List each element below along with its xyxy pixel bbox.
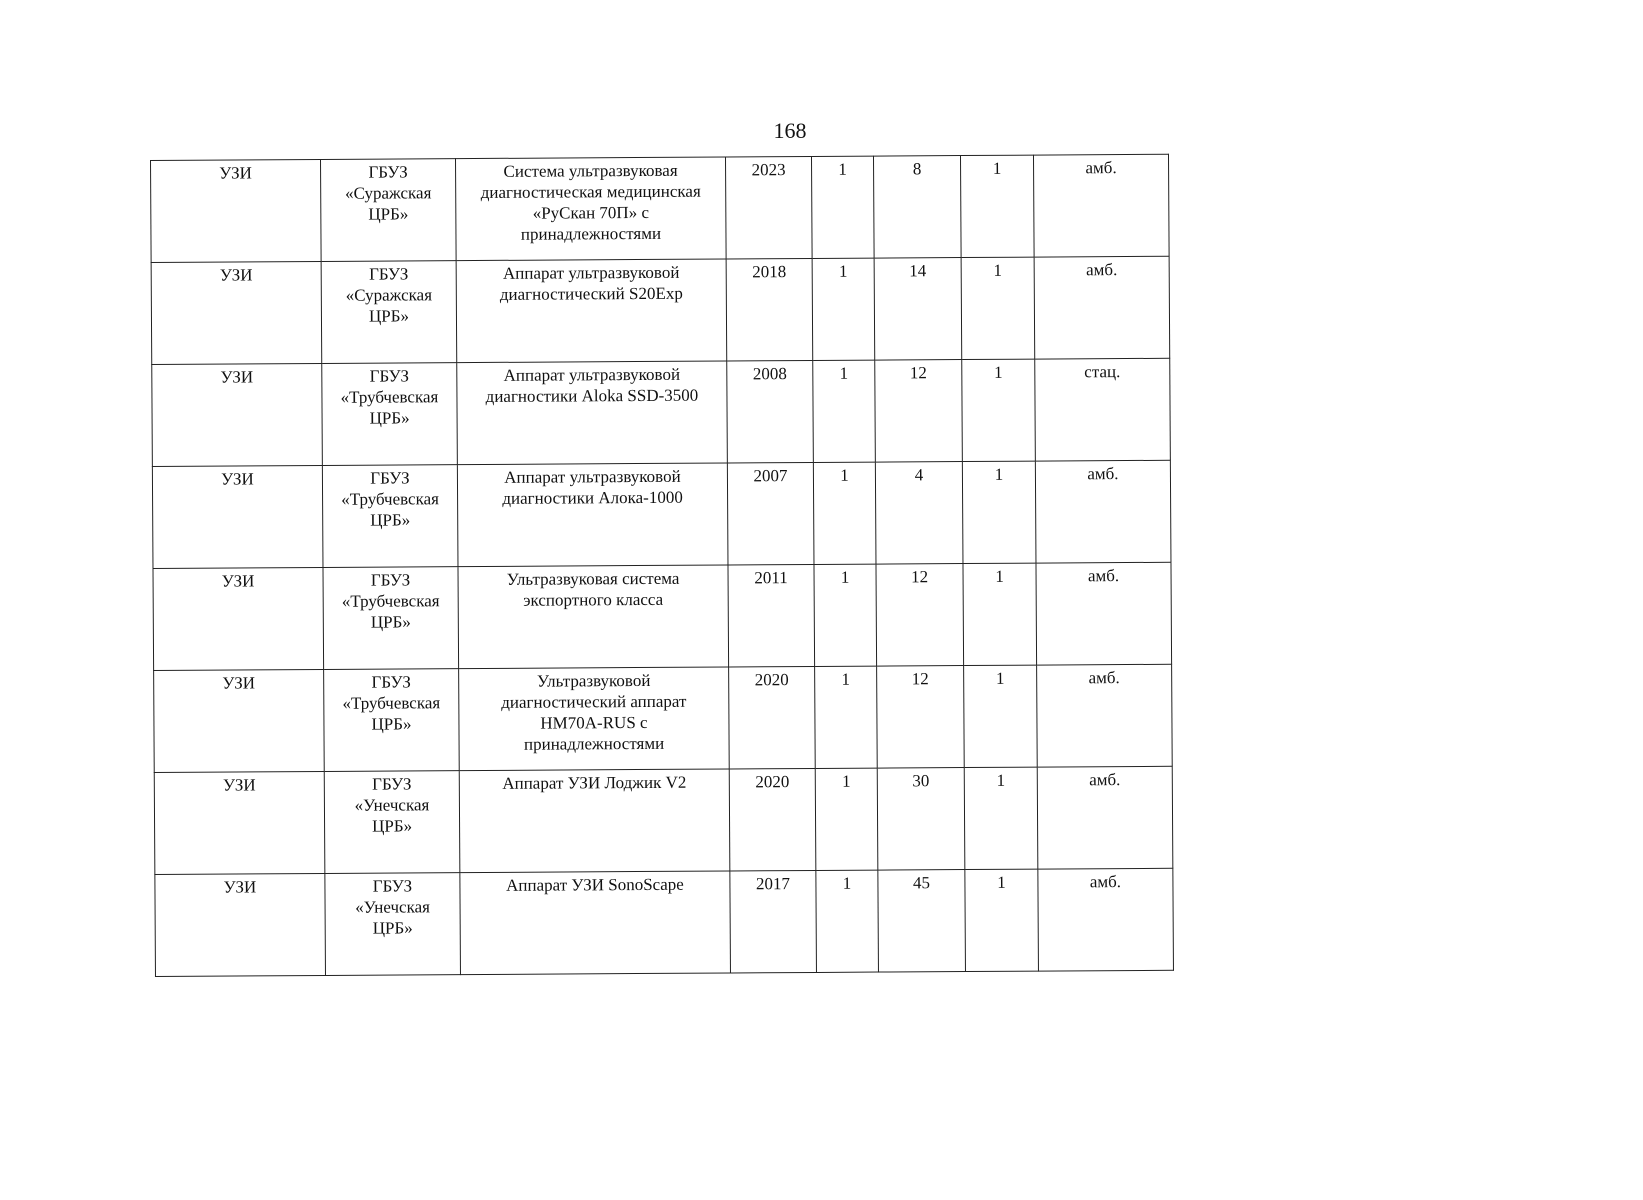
device-line: Ультразвуковой <box>536 670 651 691</box>
cell-col6 <box>876 564 964 667</box>
table-row <box>151 256 1170 364</box>
device-line: принадлежностями <box>523 733 665 754</box>
cell-year-text: 2018 <box>752 262 787 282</box>
device-line: Аппарат ультразвуковой <box>503 364 681 385</box>
cell-col6-text: 30 <box>912 771 930 791</box>
cell-col5-text: 1 <box>841 669 850 689</box>
cell-organization <box>324 669 460 772</box>
table-row <box>152 460 1171 568</box>
cell-col7 <box>960 155 1034 257</box>
organization-line: ЦРБ» <box>368 306 410 326</box>
cell-col7 <box>962 359 1036 461</box>
equipment-table <box>150 154 1174 977</box>
cell-type <box>151 159 322 262</box>
cell-col6-text: 14 <box>909 261 927 281</box>
cell-mode <box>1038 868 1174 971</box>
organization-line: ЦРБ» <box>368 204 409 224</box>
cell-mode <box>1037 766 1173 869</box>
cell-col5 <box>812 258 875 360</box>
device-line: Система ультразвуковая <box>503 160 678 181</box>
cell-col5-text: 1 <box>842 771 851 791</box>
cell-col5-text: 1 <box>839 363 849 383</box>
cell-col5 <box>811 156 874 258</box>
organization-line: «Суражская <box>345 285 433 305</box>
cell-col6 <box>873 156 961 259</box>
cell-type <box>151 261 322 364</box>
cell-col6 <box>875 462 963 565</box>
cell-col7-text: 1 <box>996 770 1006 790</box>
organization-line: ГБУЗ <box>372 876 413 896</box>
table-row <box>152 358 1171 466</box>
cell-col7 <box>964 665 1038 767</box>
cell-organization <box>322 363 458 466</box>
organization-line: «Трубчевская <box>342 693 441 713</box>
cell-col7-text: 1 <box>994 464 1004 484</box>
cell-mode <box>1034 256 1170 359</box>
cell-col7-text: 1 <box>994 362 1003 382</box>
organization-line: ЦРБ» <box>372 816 413 836</box>
table-row <box>151 154 1170 262</box>
cell-year-text: 2011 <box>754 568 788 588</box>
table-row <box>154 664 1173 772</box>
organization-line: ГБУЗ <box>368 264 409 284</box>
cell-col6-text: 12 <box>911 567 929 587</box>
table-row <box>154 766 1173 874</box>
cell-col5-text: 1 <box>838 159 847 179</box>
cell-type <box>155 873 326 976</box>
cell-col7 <box>962 461 1036 563</box>
type-text: УЗИ <box>219 265 253 285</box>
cell-mode-text: амб. <box>1085 158 1117 178</box>
cell-col5 <box>814 564 877 666</box>
organization-line: ГБУЗ <box>369 366 410 386</box>
organization-line: ГБУЗ <box>372 774 412 794</box>
cell-col5 <box>816 870 879 972</box>
cell-organization <box>325 873 461 976</box>
cell-year <box>725 156 812 259</box>
cell-col6 <box>875 360 963 463</box>
cell-year <box>727 462 814 565</box>
cell-col6-text: 12 <box>909 363 927 383</box>
type-text: УЗИ <box>222 673 256 693</box>
cell-year <box>727 360 814 463</box>
cell-mode-text: амб. <box>1088 668 1120 688</box>
type-text: УЗИ <box>221 469 254 489</box>
device-line: диагностический S20Exp <box>499 283 683 304</box>
cell-mode <box>1033 154 1169 257</box>
organization-line: «Трубчевская <box>341 591 440 611</box>
type-text: УЗИ <box>219 163 252 183</box>
type-text: УЗИ <box>221 571 255 591</box>
cell-device <box>456 259 727 363</box>
organization-line: ЦРБ» <box>372 918 413 938</box>
cell-type <box>152 363 323 466</box>
cell-col7-text: 1 <box>992 158 1002 178</box>
cell-device <box>459 769 730 873</box>
cell-col7 <box>961 257 1035 359</box>
cell-col7 <box>963 563 1037 665</box>
cell-mode <box>1037 664 1173 767</box>
device-line: диагностики Алока-1000 <box>502 487 683 508</box>
cell-device <box>459 667 730 771</box>
cell-organization <box>324 771 460 874</box>
cell-col5-text: 1 <box>840 465 849 485</box>
cell-organization <box>323 567 459 670</box>
cell-device <box>458 565 729 669</box>
organization-line: ГБУЗ <box>368 162 408 182</box>
cell-col6 <box>878 870 966 973</box>
organization-line: ГБУЗ <box>371 672 411 692</box>
cell-col7-text: 1 <box>997 872 1006 892</box>
cell-mode-text: амб. <box>1089 872 1122 892</box>
organization-line: ЦРБ» <box>370 510 411 530</box>
cell-col7-text: 1 <box>995 566 1004 586</box>
device-line: принадлежностями <box>520 223 662 244</box>
cell-year <box>728 564 815 667</box>
cell-col7-text: 1 <box>993 260 1002 280</box>
cell-col6 <box>877 666 965 769</box>
cell-type <box>154 669 325 772</box>
organization-line: «Трубчевская <box>340 387 439 407</box>
device-line: Аппарат УЗИ SonoScape <box>506 874 684 895</box>
cell-device <box>457 361 728 465</box>
cell-mode-text: стац. <box>1084 362 1121 382</box>
type-text: УЗИ <box>222 775 256 795</box>
organization-line: «Унечская <box>354 795 430 815</box>
cell-year-text: 2017 <box>755 874 790 894</box>
cell-organization <box>321 261 457 364</box>
organization-line: «Трубчевская <box>341 489 439 509</box>
cell-mode-text: амб. <box>1086 260 1118 280</box>
cell-col7-text: 1 <box>995 668 1005 688</box>
cell-year <box>729 666 816 769</box>
organization-line: ЦРБ» <box>370 612 411 632</box>
cell-year-text: 2008 <box>752 364 787 384</box>
device-line: «РуСкан 70П» с <box>532 202 650 223</box>
device-line: Аппарат ультразвуковой <box>502 262 680 283</box>
cell-col6-text: 12 <box>911 669 929 689</box>
cell-type <box>153 567 324 670</box>
table-row <box>153 562 1172 670</box>
cell-col5 <box>815 768 878 870</box>
table-row <box>155 868 1174 976</box>
cell-device <box>455 157 726 261</box>
cell-col7 <box>965 869 1039 971</box>
cell-col5 <box>813 360 876 462</box>
cell-mode-text: амб. <box>1089 770 1121 790</box>
cell-organization <box>320 159 456 262</box>
cell-col6-text: 4 <box>914 465 924 485</box>
cell-col5-text: 1 <box>840 567 850 587</box>
cell-device <box>457 463 728 567</box>
cell-year <box>726 258 813 361</box>
cell-col5 <box>815 666 878 768</box>
cell-col6 <box>877 768 965 871</box>
cell-mode <box>1036 562 1172 665</box>
organization-line: ГБУЗ <box>370 570 411 590</box>
cell-year-text: 2023 <box>751 160 786 180</box>
cell-col7 <box>964 767 1038 869</box>
cell-col6-text: 45 <box>912 873 930 893</box>
type-text: УЗИ <box>223 877 257 897</box>
table-body <box>151 154 1174 976</box>
device-line: Аппарат ультразвуковой <box>504 466 681 487</box>
cell-col6-text: 8 <box>912 159 922 179</box>
device-line: Аппарат УЗИ Лоджик V2 <box>502 772 687 793</box>
cell-mode-text: амб. <box>1087 566 1120 586</box>
cell-year-text: 2020 <box>755 772 790 792</box>
cell-col6 <box>874 258 962 361</box>
cell-mode-text: амб. <box>1087 464 1119 484</box>
type-text: УЗИ <box>220 367 254 387</box>
cell-year-text: 2020 <box>754 670 789 690</box>
cell-year-text: 2007 <box>753 466 788 486</box>
organization-line: ГБУЗ <box>370 468 410 488</box>
device-line: диагностический аппарат <box>501 691 687 712</box>
device-line: Ультразвуковая система <box>506 568 680 589</box>
cell-col5-text: 1 <box>842 873 852 893</box>
page-number: 168 <box>773 118 807 143</box>
organization-line: ЦРБ» <box>369 408 410 428</box>
cell-mode <box>1035 460 1171 563</box>
cell-mode <box>1035 358 1171 461</box>
device-line: диагностическая медицинская <box>480 181 701 202</box>
organization-line: «Унечская <box>355 897 430 917</box>
cell-year <box>729 768 816 871</box>
organization-line: ЦРБ» <box>371 714 412 734</box>
device-line: диагностики Aloka SSD-3500 <box>485 385 699 406</box>
cell-year <box>730 870 817 973</box>
cell-organization <box>322 465 458 568</box>
organization-line: «Суражская <box>344 183 432 203</box>
cell-type <box>154 771 325 874</box>
cell-device <box>460 871 731 975</box>
cell-type <box>152 465 323 568</box>
cell-col5-text: 1 <box>838 261 848 281</box>
device-line: HM70A-RUS с <box>540 712 648 733</box>
device-line: экспортного класса <box>523 589 664 610</box>
cell-col5 <box>813 462 876 564</box>
